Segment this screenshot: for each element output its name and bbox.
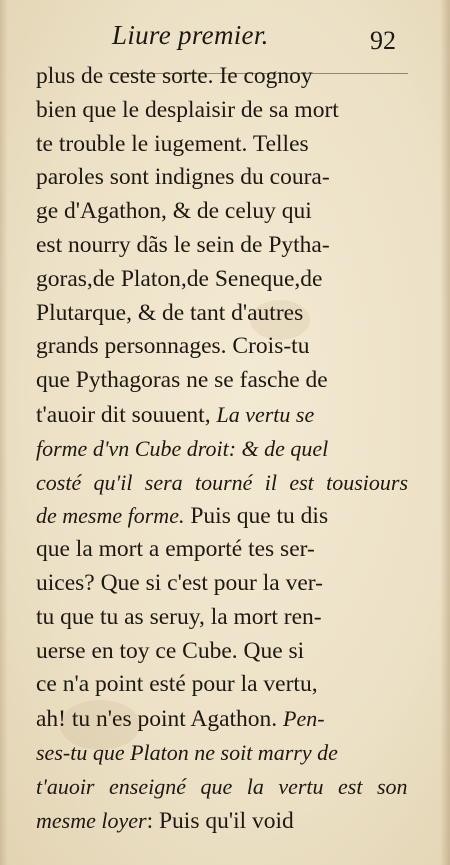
text-line	[36, 398, 408, 432]
body-text	[36, 60, 408, 837]
text-segment: paroles sont indignes du coura-	[36, 164, 330, 191]
text-segment: est nourry dãs le sein de Pytha-	[36, 231, 330, 258]
text-line	[36, 804, 408, 838]
text-line	[36, 364, 408, 398]
text-segment: tu que tu as seruy, la mort ren-	[36, 603, 322, 630]
text-line	[36, 432, 408, 466]
text-line	[36, 736, 408, 770]
text-line	[36, 94, 408, 128]
text-line	[36, 229, 408, 263]
text-segment: goras,de Platon,de Seneque,de	[36, 265, 323, 292]
italic-text-segment: La vertu se	[216, 401, 315, 427]
text-segment: ah! tu n'es point Agathon.	[36, 706, 284, 733]
running-head-title: Liure premier.	[112, 20, 269, 50]
text-line	[36, 635, 408, 669]
text-line	[36, 702, 408, 736]
italic-text-segment: Pen-	[283, 706, 325, 732]
text-segment: uices? Que si c'est pour la ver-	[36, 569, 323, 596]
text-line	[36, 499, 408, 533]
text-line	[36, 161, 408, 195]
text-line	[36, 128, 408, 162]
page-left-edge-shadow	[0, 0, 8, 865]
text-segment: uerse en toy ce Cube. Que si	[36, 637, 305, 664]
text-segment: que Pythagoras ne se fasche de	[36, 367, 328, 394]
text-segment: que la mort a emporté tes ser-	[36, 536, 315, 563]
text-segment: Plutarque, & de tant d'autres	[36, 299, 304, 326]
text-segment: plus de ceste sorte. Ie cognoy	[36, 63, 313, 89]
text-line	[36, 567, 408, 601]
text-line	[36, 770, 408, 804]
text-segment: Puis que tu dis	[184, 503, 329, 530]
text-line	[36, 195, 408, 229]
italic-text-segment: forme d'vn Cube droit: & de quel	[36, 435, 329, 461]
text-line	[36, 263, 408, 297]
italic-text-segment: de mesme forme.	[36, 503, 185, 529]
text-line	[36, 668, 408, 702]
italic-text-segment: mesme loyer	[36, 807, 147, 833]
text-segment: grands personnages. Crois-tu	[36, 333, 310, 360]
text-segment: : Puis qu'il void	[146, 807, 294, 834]
italic-text-segment: costé qu'il sera tourné il est tousiours	[36, 469, 409, 495]
text-line	[36, 533, 408, 567]
text-segment: te trouble le iugement. Telles	[36, 130, 309, 157]
text-segment: bien que le desplaisir de sa mort	[36, 96, 339, 123]
text-line	[36, 601, 408, 635]
text-segment: t'auoir dit souuent,	[36, 401, 217, 428]
text-line	[36, 466, 408, 500]
text-segment: ce n'a point esté pour la vertu,	[36, 671, 318, 698]
page-number: 92	[370, 26, 396, 55]
running-head	[0, 20, 450, 54]
text-line	[36, 297, 408, 331]
page-right-edge-shadow	[440, 0, 450, 865]
text-line	[36, 330, 408, 364]
text-line	[36, 60, 408, 94]
italic-text-segment: ses-tu que Platon ne soit marry de	[36, 739, 338, 765]
italic-text-segment: t'auoir enseigné que la vertu est son	[36, 773, 408, 799]
text-segment: ge d'Agathon, & de celuy qui	[36, 198, 312, 225]
